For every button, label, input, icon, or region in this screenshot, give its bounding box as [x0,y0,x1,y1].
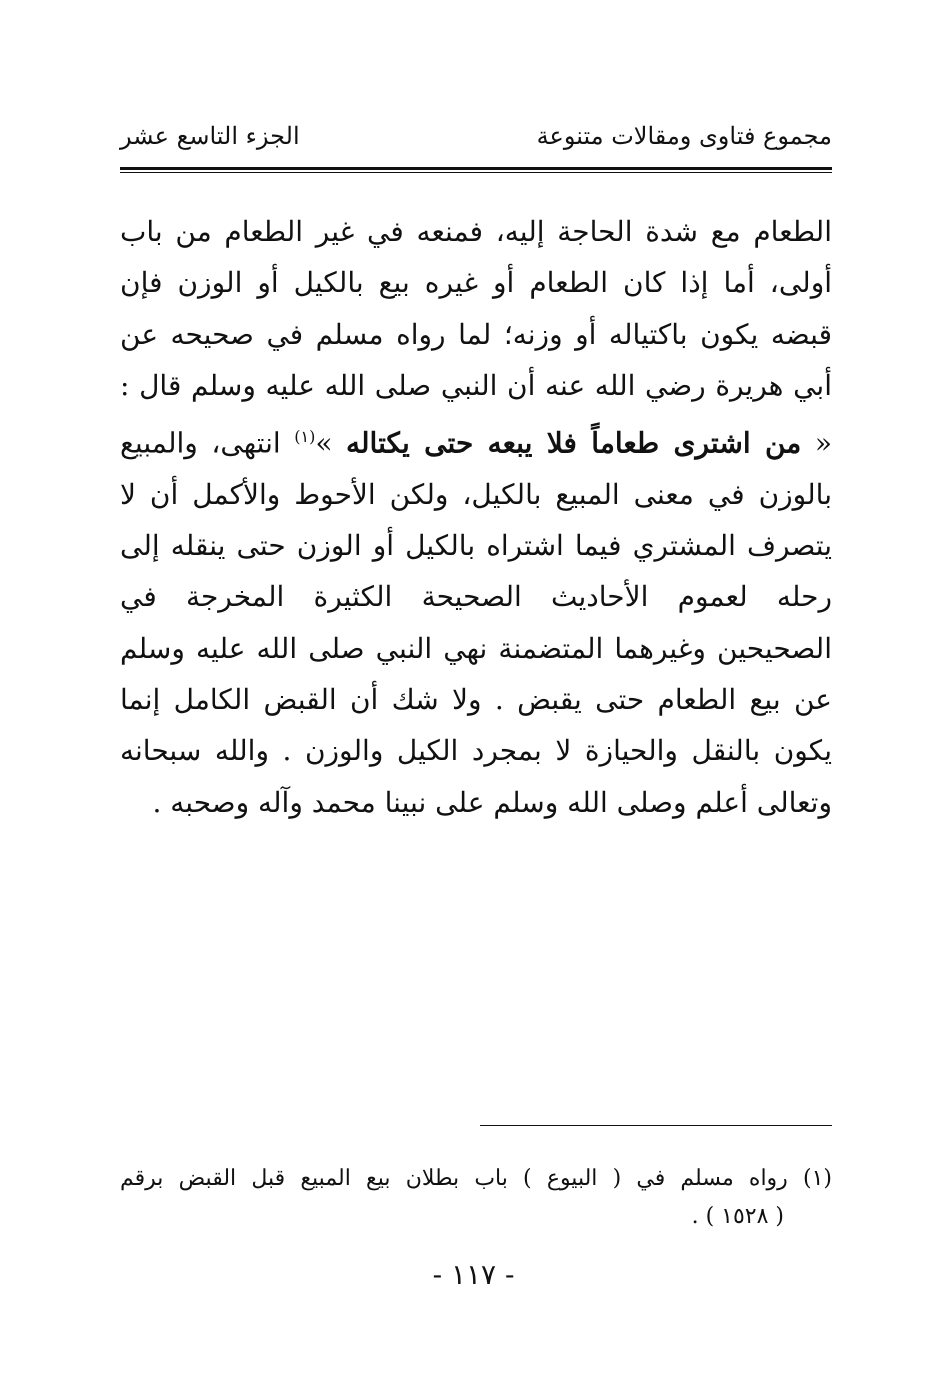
footnote [120,1160,832,1236]
footnote-separator [480,1125,832,1126]
body-line: وتعالى أعلم وصلى الله وسلم على نبينا محمد وآله وصحبه . [152,785,832,819]
body-line: يكون بالنقل والحيازة لا بمجرد الكيل والوزن . والله سبحانه [120,734,832,768]
body-line: يتصرف المشتري فيما اشتراه بالكيل أو الوزن حتى ينقله إلى [120,529,832,563]
hadith-quote-line [120,411,832,469]
quote-open-mark: « [814,426,832,460]
footnote-line: ( ١٥٢٨ ) . [691,1204,784,1229]
body-line: رحله لعموم الأحاديث الصحيحة الكثيرة المخرجة في [120,580,832,614]
body-line: بالوزن في معنى المبيع بالكيل، ولكن الأحوط والأكمل أن لا [120,477,832,511]
footnote-line: (١) رواه مسلم في ( البيوع ) باب بطلان بيع المبيع قبل القبض برقم [120,1166,832,1191]
body-line: الصحيحين وغيرهما المتضمنة نهي النبي صلى الله عليه وسلم [120,631,832,665]
quote-line-rest: انتهى، والمبيع [120,426,281,460]
body-line: أولى، أما إذا كان الطعام أو غيره بيع بالكيل أو الوزن فإن [120,266,832,300]
page-number: - ١١٧ - [432,1258,515,1291]
footnote-reference: (١) [294,427,316,447]
header-rule-thin [120,172,832,173]
body-line: الطعام مع شدة الحاجة إليه، فمنعه في غير الطعام من باب [120,215,832,248]
hadith-quote: من اشترى طعاماً فلا يبعه حتى يكتاله [346,426,802,460]
body-line: أبي هريرة رضي الله عنه أن النبي صلى الله عليه وسلم قال : [120,368,832,402]
volume-label: الجزء التاسع عشر [120,122,300,150]
header-rule [120,167,832,170]
body-line: عن بيع الطعام حتى يقبض . ولا شك أن القبض الكامل إنما [120,683,832,716]
body-line: قبضه يكون باكتياله أو وزنه؛ لما رواه مسلم في صحيحه عن [120,317,832,351]
body-text [120,206,832,828]
quote-close-mark: » [315,426,333,460]
book-title: مجموع فتاوى ومقالات متنوعة [536,122,832,150]
page-header [120,120,832,162]
